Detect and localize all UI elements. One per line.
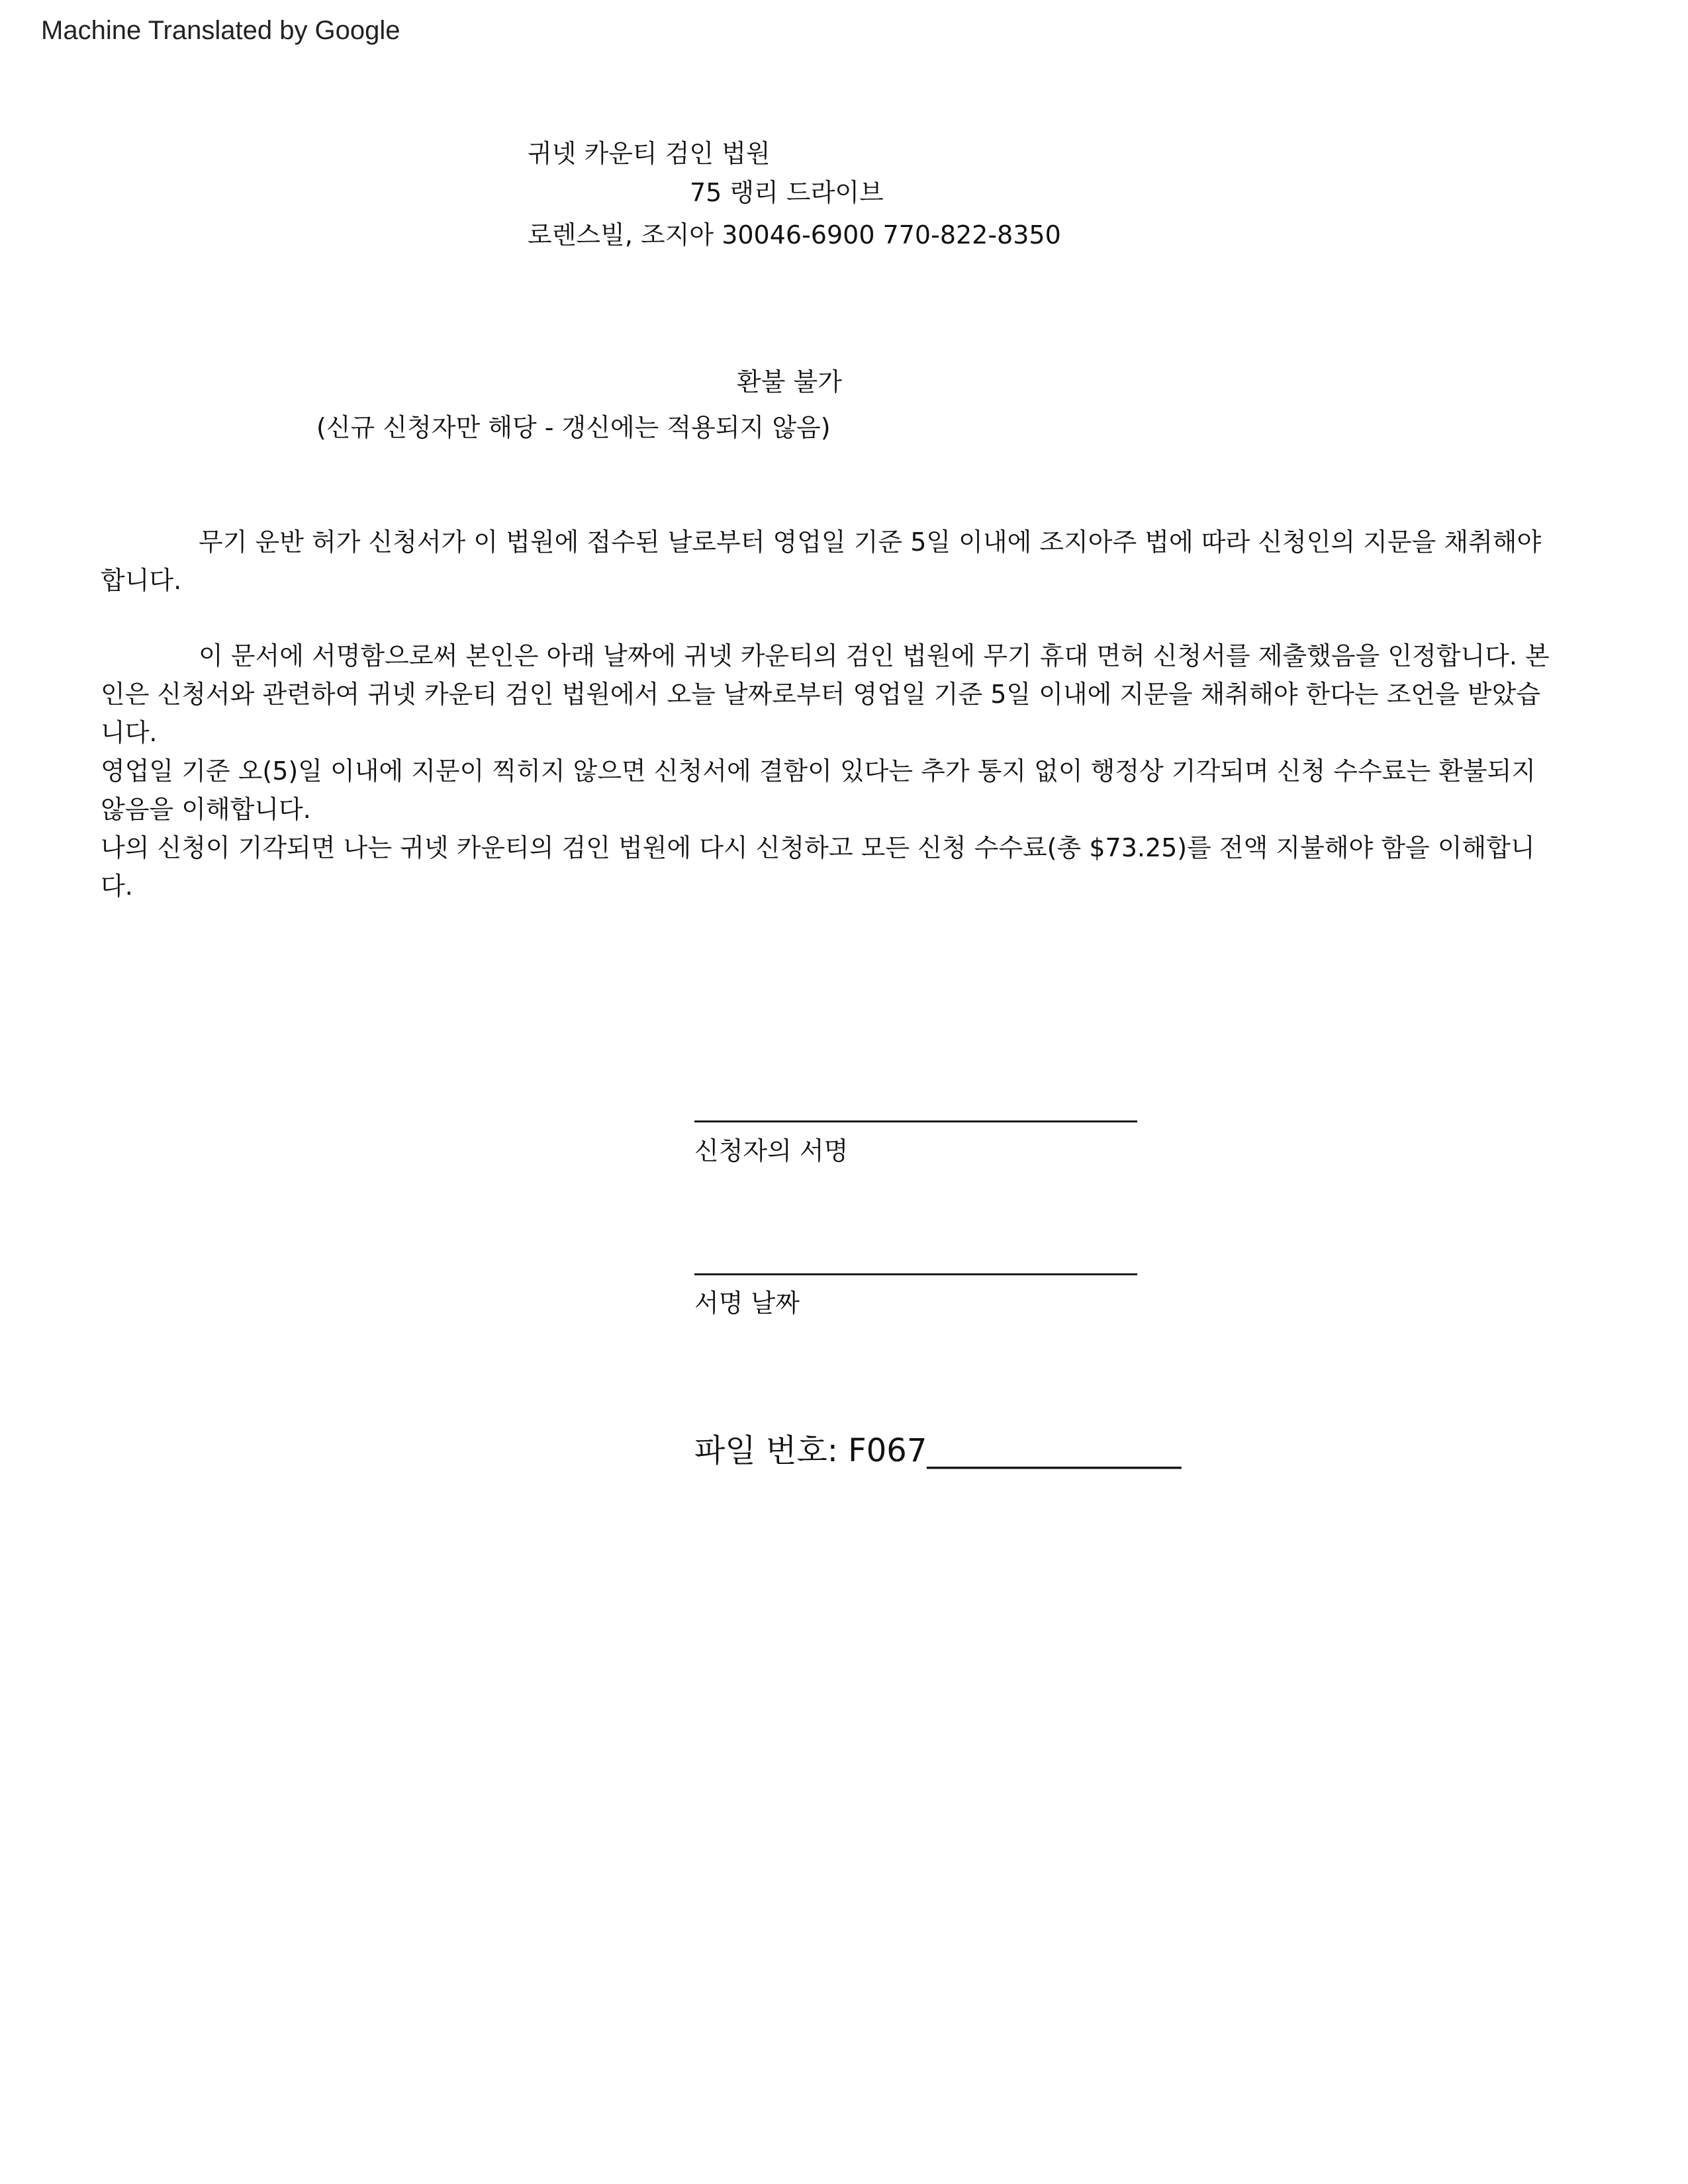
signature-date-line [694,1273,1137,1275]
notice-title: 환불 불가 [737,367,842,396]
paragraph-1-text: 무기 운반 허가 신청서가 이 법원에 접수된 날로부터 영업일 기준 5일 이내에 조지아주 법에 따라 신청인의 지문을 채취해야 합니다. [101,527,1542,595]
paragraph-4-text: 나의 신청이 기각되면 나는 귀넷 카운티의 검인 법원에 다시 신청하고 모든 신청 수수료(총 $73.25)를 전액 지불해야 함을 이해합니다. [101,833,1535,901]
court-name: 귀넷 카운티 검인 법원 [528,139,771,168]
paragraph-reapply [101,829,1564,905]
machine-translation-banner: Machine Translated by Google [41,16,400,45]
court-street: 75 랭리 드라이브 [690,178,884,207]
paragraph-fingerprint-requirement [101,523,1564,600]
file-number-label: 파일 번호: F067 [694,1432,927,1469]
notice-subtitle: (신규 신청자만 해당 - 갱신에는 적용되지 않음) [316,413,831,442]
file-number-blank: ________________ [927,1432,1182,1469]
file-number [694,1432,1182,1469]
paragraph-acknowledgement [101,637,1564,752]
applicant-signature-label: 신청자의 서명 [694,1136,849,1165]
paragraph-3-text: 영업일 기준 오(5)일 이내에 지문이 찍히지 않으면 신청서에 결함이 있다는 추가 통지 없이 행정상 기각되며 신청 수수료는 환불되지 않음을 이해합니다. [101,756,1536,824]
court-city-phone: 로렌스빌, 조지아 30046-6900 770-822-8350 [528,220,1061,250]
paragraph-dismissal [101,752,1564,829]
applicant-signature-line [694,1120,1137,1122]
signature-date-label: 서명 날짜 [694,1289,800,1318]
paragraph-2-text: 이 문서에 서명함으로써 본인은 아래 날짜에 귀넷 카운티의 검인 법원에 무기 휴대 면허 신청서를 제출했음을 인정합니다. 본인은 신청서와 관련하여 귀넷 카운티 검인 법원에서 오늘 날짜로부터 영업일 기준 5일 이내에 지문을 채취해야 한다는 조언을 받았습니다. [101,641,1550,747]
